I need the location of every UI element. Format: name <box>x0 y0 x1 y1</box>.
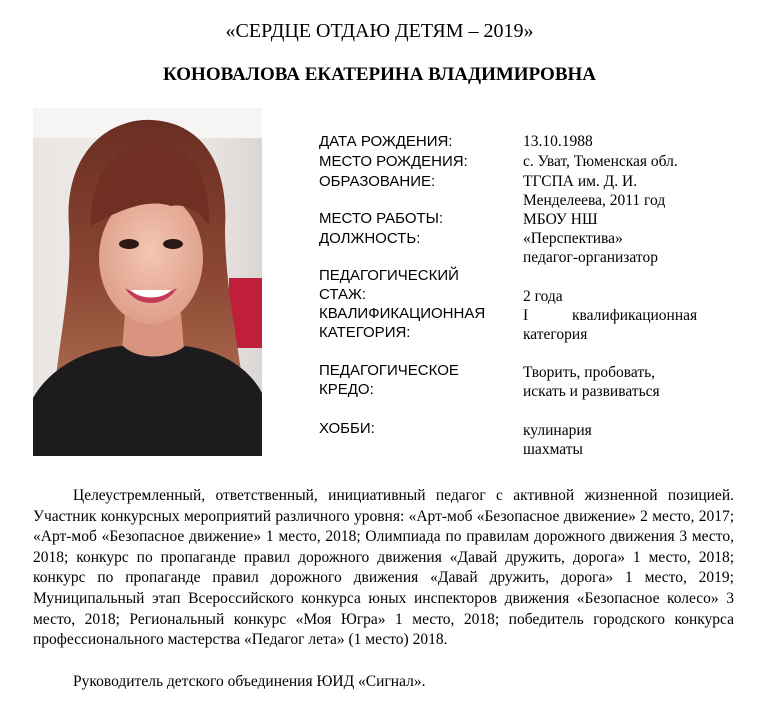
label-credo-2: КРЕДО: <box>319 381 374 398</box>
value-birth-date: 13.10.1988 <box>523 133 593 150</box>
label-credo-1: ПЕДАГОГИЧЕСКОЕ <box>319 362 459 379</box>
value-birth-place: с. Уват, Тюменская обл. <box>523 153 678 170</box>
label-experience-1: ПЕДАГОГИЧЕСКИЙ <box>319 267 459 284</box>
label-education: ОБРАЗОВАНИЕ: <box>319 173 436 190</box>
label-birth-date: ДАТА РОЖДЕНИЯ: <box>319 133 453 150</box>
value-workplace-1: МБОУ НШ <box>523 211 598 228</box>
teacher-name: КОНОВАЛОВА ЕКАТЕРИНА ВЛАДИМИРОВНА <box>162 64 597 85</box>
label-hobby: ХОББИ: <box>319 420 375 437</box>
value-credo-2: искать и развиваться <box>523 383 660 400</box>
value-category-prefix: I <box>523 307 529 324</box>
value-credo-1: Творить, пробовать, <box>523 364 656 381</box>
portrait-photo <box>33 108 262 456</box>
value-hobby-2: шахматы <box>523 441 583 458</box>
value-workplace-2: «Перспектива» <box>523 230 623 247</box>
label-category-2: КАТЕГОРИЯ: <box>319 324 411 341</box>
label-workplace: МЕСТО РАБОТЫ: <box>319 210 444 227</box>
value-education-1: ТГСПА им. Д. И. <box>523 173 638 190</box>
leader-paragraph: Руководитель детского объединения ЮИД «Сигнал». <box>73 673 426 690</box>
label-position: ДОЛЖНОСТЬ: <box>319 230 421 247</box>
label-birth-place: МЕСТО РОЖДЕНИЯ: <box>319 153 468 170</box>
value-category-1: квалификационная <box>572 307 698 324</box>
value-position: педагог-организатор <box>523 249 658 266</box>
value-education-2: Менделеева, 2011 год <box>523 192 666 209</box>
contest-title: «СЕРДЦЕ ОТДАЮ ДЕТЯМ – 2019» <box>225 20 534 42</box>
description-paragraph: Целеустремленный, ответственный, инициативный педагог с активной жизненной позицией. Участник конкурсных мероприятий различного уровня: «Арт-моб «Безопасное движение» 2 место, 2017; «Арт-моб «Безопасное движение» 1 место, 2018; Олимпиада по правилам дорожного движения 3 место, 2018; конкурс по пропаганде правил дорожного движения «Давай дружить, дорога» 1 место, 2018; конкурс по пропаганде правил дорожного движения «Давай дружить, дорога» 1 место, 2019; Муниципальный этап Всероссийского конкурса юных инспекторов движения «Безопасное колесо» 3 место, 2018; Региональный конкурс «Моя Югра» 1 место, 2018; победитель городского конкурса профессионального мастерства «Педагог лета» (1 место) 2018. <box>33 487 734 649</box>
value-hobby-1: кулинария <box>523 422 592 439</box>
value-experience: 2 года <box>523 288 563 305</box>
label-experience-2: СТАЖ: <box>319 286 367 303</box>
label-category-1: КВАЛИФИКАЦИОННАЯ <box>319 305 486 322</box>
value-category-2: категория <box>523 326 588 343</box>
